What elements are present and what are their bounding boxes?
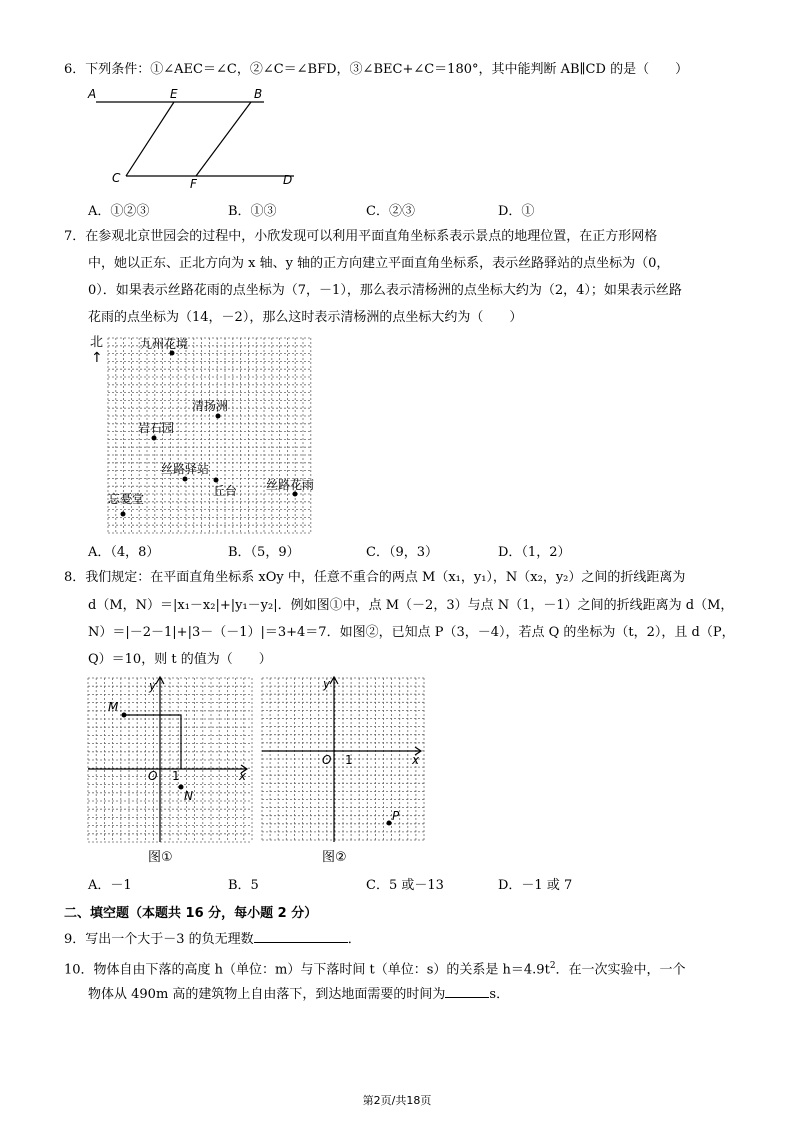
q8-figure-1	[86, 674, 256, 869]
place-qingyangzhou: 清扬洲	[192, 399, 229, 413]
q9-text: 9．写出一个大于－3 的负无理数	[64, 932, 254, 947]
line-fb	[196, 102, 251, 176]
fig2-label-p: P	[392, 809, 400, 823]
fig2-label-o: O	[322, 753, 332, 767]
fig1-label-m: M	[108, 700, 119, 714]
q10-line-2	[88, 983, 509, 1005]
q7-line-1: 7．在参观北京世园会的过程中，小欣发现可以利用平面直角坐标系表示景点的地理位置，在正方形网格	[64, 229, 658, 244]
fig2-label-x: x	[412, 753, 420, 767]
label-b: B	[254, 87, 263, 101]
label-a: A	[88, 87, 97, 101]
q8-line-1: 8．我们规定：在平面直角坐标系 xOy 中，任意不重合的两点 M（x₁，y₁），N（x₂，y₂）之间的折线距离为	[64, 570, 686, 585]
q10-text-1: 10．物体自由下落的高度 h（单位：m）与下落时间 t（单位：s）的关系是 h＝4.9t	[64, 962, 550, 978]
north-arrow-icon: ↑	[91, 350, 103, 366]
q7-map	[86, 330, 326, 535]
fig1-point-n	[179, 785, 184, 790]
q8-option-c[interactable]: C．5 或－13	[366, 878, 444, 893]
q10-text-2: 物体从 490m 高的建筑物上自由落下，到达地面需要的时间为	[88, 987, 446, 1002]
place-silu-huayu: 丝路花雨	[266, 478, 315, 492]
fig2-point-p	[387, 821, 392, 826]
point-yanshiyuan	[152, 436, 157, 441]
fig1-caption: 图①	[148, 850, 173, 865]
q8-option-a[interactable]: A．－1	[88, 878, 132, 893]
point-qingyangzhou	[216, 414, 221, 419]
q10-answer-blank[interactable]	[445, 983, 489, 998]
q8-figure-2	[258, 674, 430, 869]
point-qiutai	[214, 478, 219, 483]
place-silu-yizhan: 丝路驿站	[161, 462, 210, 476]
q8-line-3: N）＝|－2－1|+|3－（－1）|＝3+4＝7．如图②，已知点 P（3，－4），若点 Q 的坐标为（t，2），且 d（P，	[88, 625, 735, 640]
place-qiutai: 丘台	[213, 484, 238, 498]
point-wangyoutang	[121, 512, 126, 517]
q8-line-4: Q）＝10，则 t 的值为（ ）	[88, 652, 272, 667]
q6-option-b[interactable]: B．①③	[228, 204, 277, 219]
point-silu-yizhan	[183, 477, 188, 482]
section-fill-in-title: 二、填空题（本题共 16 分，每小题 2 分）	[64, 906, 318, 921]
place-wangyoutang: 忘憂堂	[108, 492, 145, 506]
q6-option-c[interactable]: C．②③	[366, 204, 415, 219]
q7-option-c[interactable]: C．（9，3）	[366, 545, 438, 560]
label-d: D	[283, 173, 293, 187]
fig1-label-one: 1	[172, 769, 180, 783]
place-yanshiyuan: 岩石园	[138, 421, 175, 435]
label-e: E	[170, 87, 178, 101]
q10-superscript: 2	[549, 961, 556, 971]
q7-option-b[interactable]: B．（5，9）	[228, 545, 300, 560]
fig2-caption: 图②	[322, 850, 347, 865]
fig2-label-one: 1	[345, 753, 353, 767]
fig1-label-n: N	[184, 789, 193, 803]
fig2-grid	[262, 678, 424, 840]
q9-answer-blank[interactable]	[254, 928, 348, 943]
q6-option-a[interactable]: A．①②③	[88, 204, 150, 219]
q6-option-d[interactable]: D．①	[498, 204, 535, 219]
fig1-label-o: O	[148, 769, 158, 783]
label-f: F	[190, 177, 197, 191]
q9-end: ．	[347, 932, 361, 947]
fig1-label-x: x	[239, 769, 247, 783]
fig2-label-y: y	[323, 677, 331, 691]
q7-line-4: 花雨的点坐标为（14，－2），那么这时表示清杨洲的点坐标大约为（ ）	[88, 310, 523, 325]
point-jiuzhou	[170, 351, 175, 356]
q8-option-d[interactable]: D．－1 或 7	[498, 878, 573, 893]
fig1-path	[124, 715, 181, 769]
q6-figure	[86, 84, 306, 194]
q9	[64, 928, 361, 950]
q10-text-1-end: ．在一次实验中，一个	[555, 962, 686, 978]
q7-option-d[interactable]: D．（1，2）	[498, 545, 571, 560]
label-c: C	[112, 171, 121, 185]
q8-line-2: d（M，N）＝|x₁－x₂|+|y₁－y₂|．例如图①中，点 M（－2，3）与点 N（1，－1）之间的折线距离为 d（M，	[88, 598, 734, 613]
q7-line-2: 中，她以正东、正北方向为 x 轴、y 轴的正方向建立平面直角坐标系，表示丝路驿站的点坐标为（0，	[88, 256, 670, 271]
q7-option-a[interactable]: A．（4，8）	[88, 545, 160, 560]
page-footer: 第2页/共18页	[362, 1094, 432, 1107]
q7-line-3: 0）．如果表示丝路花雨的点坐标为（7，－1），那么表示清杨洲的点坐标大约为（2，4）；如果表示丝路	[88, 283, 682, 298]
point-silu-huayu	[293, 492, 298, 497]
q10-text-2-end: s．	[489, 987, 510, 1002]
fig1-point-m	[122, 713, 127, 718]
q10-line-1	[64, 956, 686, 980]
q8-option-b[interactable]: B．5	[228, 878, 259, 893]
q6-stem: 6．下列条件：①∠AEC＝∠C，②∠C＝∠BFD，③∠BEC+∠C＝180°，其中能判断 AB∥CD 的是（ ）	[64, 62, 689, 77]
fig1-label-y: y	[149, 679, 157, 693]
line-ce	[126, 102, 174, 176]
north-label: 北	[90, 335, 104, 350]
place-jiuzhou: 九州花境	[140, 337, 189, 351]
